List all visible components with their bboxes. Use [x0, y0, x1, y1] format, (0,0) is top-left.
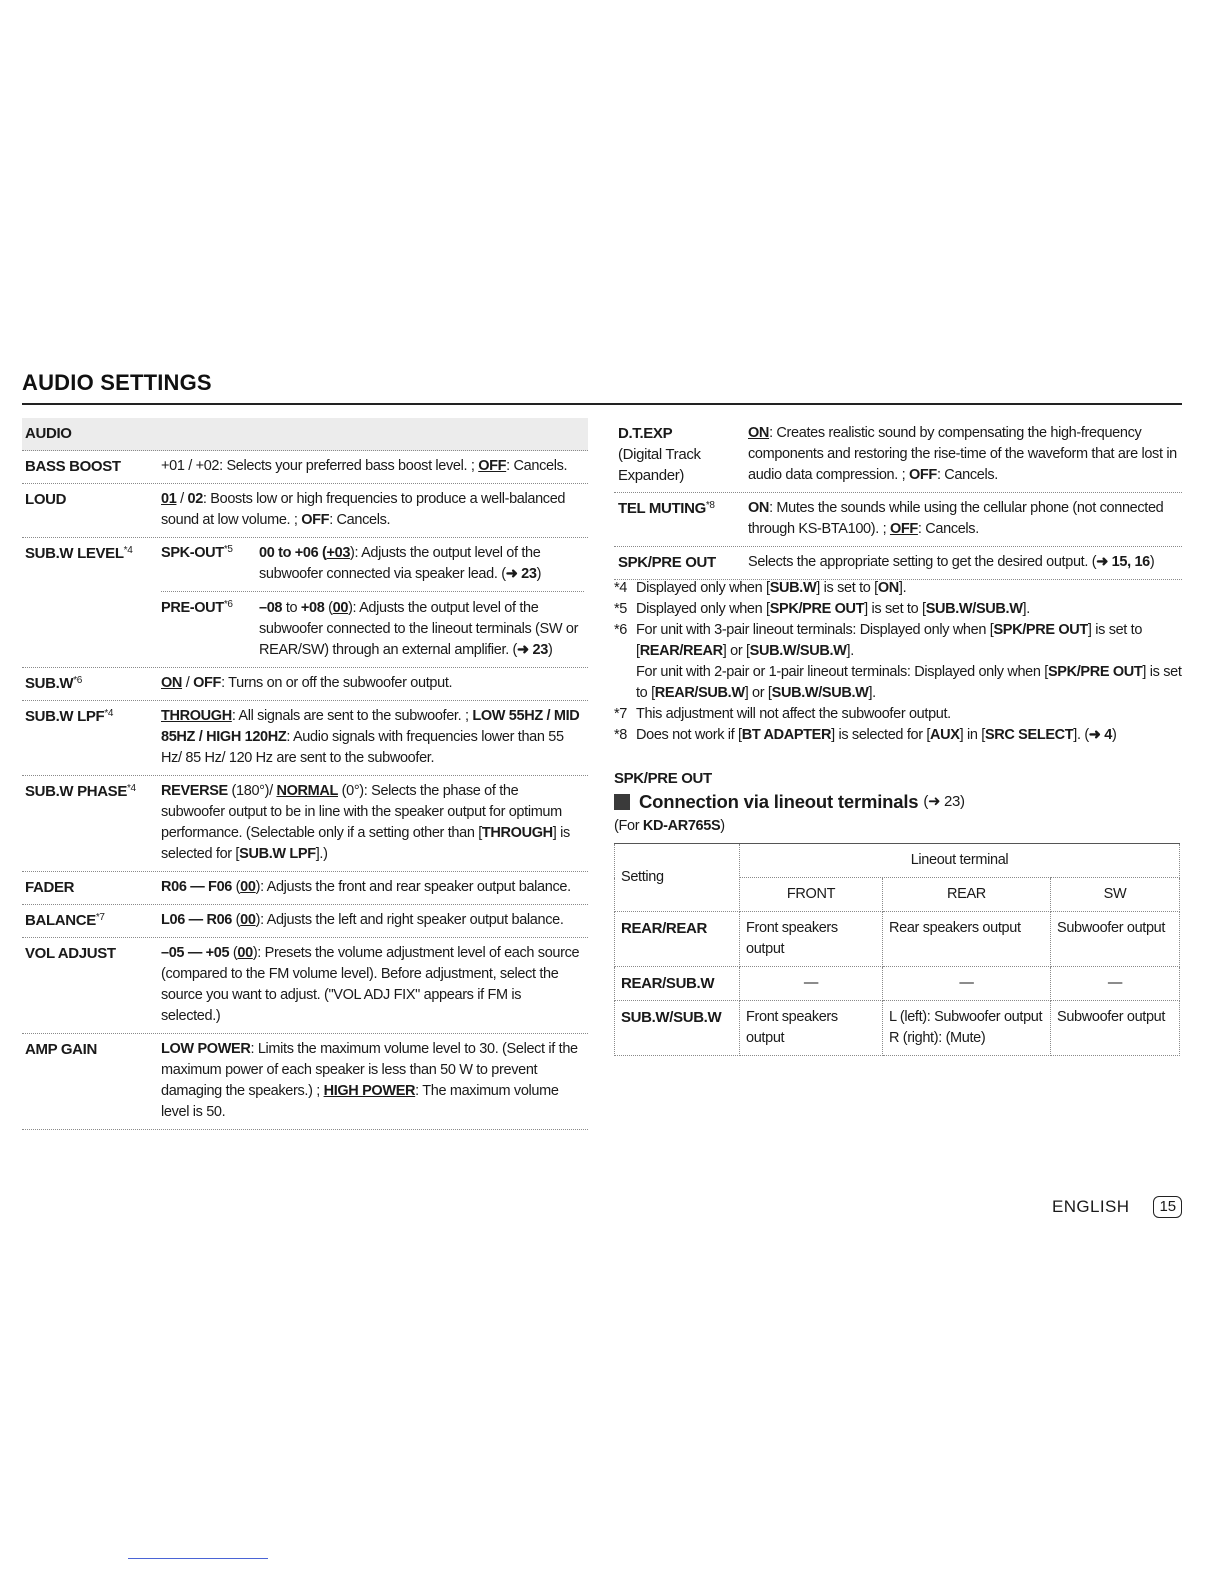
row-sub-w-lpf: [22, 701, 588, 776]
row-name: VOL ADJUST: [25, 945, 116, 962]
row-sub-w: [22, 668, 588, 701]
footnote-text: Displayed only when [SPK/PRE OUT] is set to [SUB.W/SUB.W].: [636, 601, 1030, 617]
footnotes: [614, 578, 1182, 746]
title-rule: [22, 403, 1182, 405]
row-name: BALANCE$^{*7}$: [25, 912, 105, 929]
language-label: ENGLISH: [1052, 1197, 1130, 1216]
row-description: [161, 543, 588, 661]
footnote-text: For unit with 3-pair lineout terminals: Displayed only when [SPK/PRE OUT] is set to [REAR/REAR] or [SUB.W/SUB.W].: [636, 622, 1143, 659]
row-audio: [22, 418, 588, 451]
table-cell: —: [1051, 967, 1180, 1001]
lineout-table: [614, 843, 1180, 1056]
row-name: D.T.EXP (Digital Track Expander): [614, 423, 748, 486]
setting-name: REAR/SUB.W: [615, 967, 740, 1001]
row-description: –05 — +05 (00): Presets the volume adjustment level of each source (compared to the FM volume level). Before adjustment, select the source you want to adjust. ("VOL ADJ FIX" appears if FM is selected.): [161, 945, 580, 1024]
row-name: SUB.W LEVEL$^{*4}$: [25, 545, 133, 562]
row-amp-gain: [22, 1034, 588, 1130]
section-title: AUDIO SETTINGS: [22, 370, 212, 395]
connection-heading: [614, 791, 1182, 812]
table-row: [615, 1001, 1180, 1056]
row-sub-w-phase: [22, 776, 588, 872]
row-balance: [22, 905, 588, 938]
row-spk-pre-out: [614, 547, 1182, 580]
row-name-sub: (Digital Track Expander): [618, 446, 701, 484]
table-row: [615, 912, 1180, 967]
connection-label: SPK/PRE OUT: [614, 770, 712, 787]
row-name: $SUB.W^{*6}$: [25, 675, 83, 692]
table-cell: Rear speakers output: [883, 912, 1051, 967]
page-number: 15: [1153, 1196, 1182, 1218]
page-footer: [1052, 1196, 1182, 1218]
row-description: L06 — R06 (00): Adjusts the left and right speaker output balance.: [161, 912, 564, 928]
footnote-text: Displayed only when [SUB.W] is set to [ON].: [636, 580, 907, 596]
table-cell: L (left): Subwoofer output R (right): (Mute): [883, 1001, 1051, 1056]
row-description: ON / OFF: Turns on or off the subwoofer output.: [161, 675, 453, 691]
row-vol-adjust: [22, 938, 588, 1034]
column-sw: SW: [1051, 878, 1180, 912]
lineout-header: Lineout terminal: [740, 844, 1180, 878]
setting-header: Setting: [615, 844, 740, 912]
footnote-text: For unit with 2-pair or 1-pair lineout terminals: Displayed only when [SPK/PRE OUT] is set to [REAR/SUB.W] or [SUB.W/SUB.W].: [636, 664, 1182, 701]
row-description: 01 / 02: Boosts low or high frequencies to produce a well-balanced sound at low volume. ; OFF: Cancels.: [161, 491, 566, 528]
connection-title: Connection via lineout terminals: [639, 791, 919, 812]
footnote-mark: *5: [614, 601, 628, 617]
table-row: [615, 967, 1180, 1001]
audio-settings-table: [22, 418, 588, 1130]
row-description: Selects the appropriate setting to get the desired output. (➜ 15, 16): [748, 554, 1155, 570]
footnote: [614, 725, 1182, 746]
row-description: ON: Mutes the sounds while using the cellular phone (not connected through KS-BTA100). ; OFF: Cancels.: [748, 500, 1164, 537]
row-name: BASS BOOST: [25, 458, 121, 475]
row-fader: [22, 872, 588, 905]
sub-pre-out: PRE-OUT$^{*6}$ –08 to +08 (00): Adjusts the output level of the subwoofer connected to the lineout terminals (SW or REAR/SW) through an external amplifier. (➜ 23): [161, 591, 584, 661]
table-cell: —: [883, 967, 1051, 1001]
footnote: [614, 620, 1182, 662]
footnote-mark: *7: [614, 706, 628, 722]
connection-section: [614, 768, 1182, 1056]
column-front: FRONT: [740, 878, 883, 912]
table-cell: Front speakers output: [740, 1001, 883, 1056]
sub-spk-out: SPK-OUT$^{*5}$ 00 to +06 (+03): Adjusts the output level of the subwoofer connected via speaker lead. (➜ 23): [161, 544, 542, 582]
footnote-text: Does not work if [BT ADAPTER] is selected for [AUX] in [SRC SELECT]. (➜ 4): [636, 727, 1117, 743]
audio-settings-table-right: [614, 418, 1182, 580]
row-description: +01 / +02: Selects your preferred bass boost level. ; OFF: Cancels.: [161, 458, 568, 474]
row-sub-w-level: [22, 538, 588, 668]
row-loud: [22, 484, 588, 538]
footnote-mark: [614, 662, 636, 704]
footnote-mark: *6: [614, 622, 628, 638]
row-name: TEL MUTING$^{*8}$: [618, 500, 715, 517]
row-name: SUB.W LPF$^{*4}$: [25, 708, 114, 725]
footnote-mark: *8: [614, 727, 628, 743]
footnote-mark: *4: [614, 580, 628, 596]
footnote: [614, 578, 1182, 599]
table-cell: Subwoofer output: [1051, 912, 1180, 967]
row-name: LOUD: [25, 491, 67, 508]
section-marker-icon: [614, 794, 630, 810]
footnote: [614, 662, 1182, 704]
connection-ref: (➜ 23): [923, 793, 965, 810]
model-note: (For KD-AR765S): [614, 818, 725, 834]
row-name: SUB.W PHASE$^{*4}$: [25, 783, 136, 800]
row-description: THROUGH: All signals are sent to the subwoofer. ; LOW 55HZ / MID 85HZ / HIGH 120HZ: Audio signals with frequencies lower than 55 Hz/ 85 Hz/ 120 Hz are sent to the subwoofer.: [161, 708, 580, 766]
table-header-row: [615, 844, 1180, 878]
row-description: LOW POWER: Limits the maximum volume level to 30. (Select if the maximum power of each speaker is less than 50 W to prevent damaging the speakers.) ; HIGH POWER: The maximum volume level is 50.: [161, 1041, 578, 1120]
row-tel-muting: [614, 493, 1182, 547]
table-cell: —: [740, 967, 883, 1001]
row-description: REVERSE (180°)/ NORMAL (0°): Selects the phase of the subwoofer output to be in line with the speaker output for optimum performance. (Selectable only if a setting other than [THROUGH] is selected for [SUB.W LPF].): [161, 783, 570, 862]
column-rear: REAR: [883, 878, 1051, 912]
footnote-text: This adjustment will not affect the subwoofer output.: [636, 706, 951, 722]
row-description: R06 — F06 (00): Adjusts the front and rear speaker output balance.: [161, 879, 571, 895]
row-name: FADER: [25, 879, 75, 896]
row-d-t-exp: [614, 418, 1182, 493]
footnote: [614, 704, 1182, 725]
row-bass-boost: [22, 451, 588, 484]
row-name: AMP GAIN: [25, 1041, 97, 1058]
bottom-link-line: [128, 1558, 268, 1559]
table-cell: Front speakers output: [740, 912, 883, 967]
setting-name: REAR/REAR: [615, 912, 740, 967]
footnote: [614, 599, 1182, 620]
table-cell: Subwoofer output: [1051, 1001, 1180, 1056]
row-name: AUDIO: [25, 425, 72, 442]
row-description: ON: Creates realistic sound by compensating the high-frequency components and restoring the rise-time of the waveform that are lost in audio data compression. ; OFF: Cancels.: [748, 425, 1177, 483]
row-name: SPK/PRE OUT: [618, 554, 716, 571]
setting-name: SUB.W/SUB.W: [615, 1001, 740, 1056]
